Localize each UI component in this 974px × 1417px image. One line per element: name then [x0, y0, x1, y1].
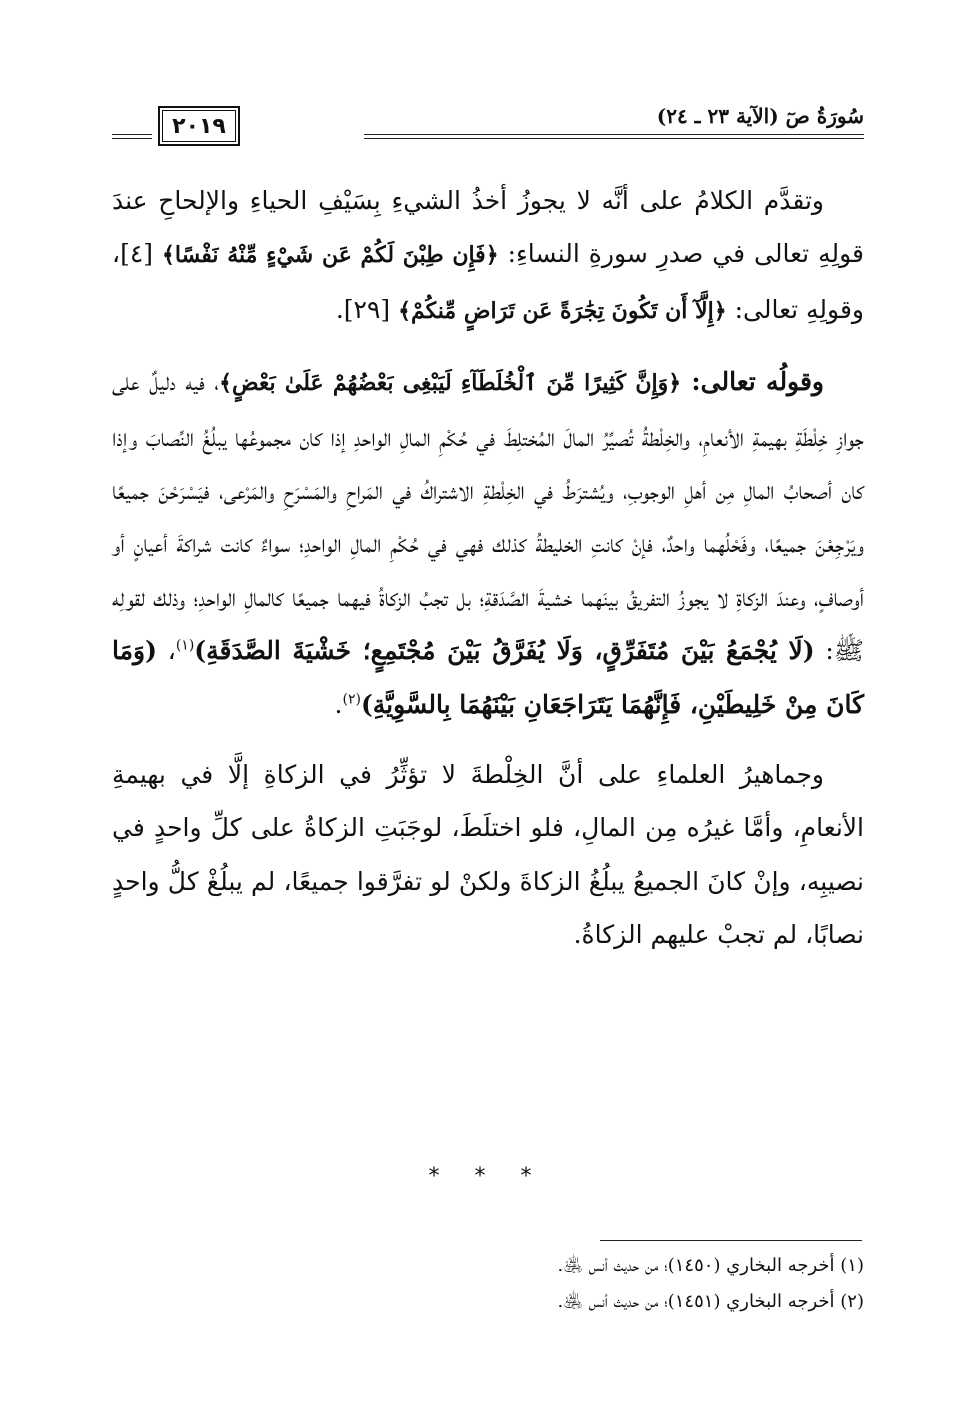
page-number-frame	[158, 106, 240, 146]
footnote-ref: (١)	[175, 637, 195, 654]
section-separator: * * *	[428, 1164, 546, 1189]
quran-verse: ﴿وَإِنَّ كَثِيرًا مِّنَ ٱلْخُلَطَآءِ لَيَبْغِى بَعْضُهُمْ عَلَىٰ بَعْضٍ﴾	[219, 370, 682, 397]
paragraph-1	[112, 174, 864, 338]
hadith-text: (لَا يُجْمَعُ بَيْنَ مُتَفَرِّقٍ، وَلَا يُفَرَّقُ بَيْنَ مُجْتَمِعٍ؛ خَشْيَةَ الصَّدَقَةِ)	[194, 636, 815, 666]
text-run: وجماهيرُ العلماءِ على أنَّ الخِلْطةَ لا تؤثِّرُ في الزكاةِ إلَّا في بهيمةِ الأنعامِ، وأمَّا غيرُه مِن المالِ، فلو اختلَطَ، لوجَبَتِ الزكاةُ على كلِّ واحدٍ في نصيبِه، وإنْ كانَ الجميعُ يبلُغُ الزكاةَ ولكنْ لو تفرَّقوا جميعًا، لم يبلُغْ كلُّ واحدٍ نصابًا، لم تجبْ عليهم الزكاةُ.	[112, 760, 864, 950]
footnotes	[112, 1248, 864, 1320]
text-run: [٤]، وقولِهِ تعالى:	[112, 239, 864, 324]
hadith-text: وقولُه تعالى:	[681, 367, 825, 397]
page-number: ٢٠١٩	[162, 110, 236, 142]
footnote-rule	[600, 1240, 862, 1241]
footnote-ref: (٢)	[342, 691, 361, 708]
paragraph-3	[112, 748, 864, 962]
text-run: وتقدَّم الكلامُ على أنَّه لا يجوزُ أخذُ الشيءِ بِسَيْفِ الحياءِ والإلحاحِ عندَ قولِهِ تعالى في صدرِ سورةِ النساءِ:	[112, 186, 865, 269]
quran-verse: ﴿إِلَّآ أَن تَكُونَ تِجَٰرَةً عَن تَرَاضٍ مِّنكُمْ﴾	[398, 297, 727, 324]
text-run: ، فيه دليلٌ على جوازِ خِلْطَةِ بهيمةِ الأنعامِ، والخِلْطةُ تُصيِّرُ المالَ المُختلِطَ في حُكْمِ المالِ الواحدِ إذا كان مجموعُها يبلُغُ النِّصابَ وإذا كان أصحابُ المالِ مِن أهلِ الوجوبِ، ويُشترَطُ في الخِلْطةِ الاشتراكُ في المَراحِ والمَسْرَحِ والمَرْعى، فيَسْرَحْنَ جميعًا ويَرْجِعْنَ جميعًا، وفَحْلُهما واحدٌ، فإنْ كانتِ الخليطةُ كذلك فهي في حُكْمِ المالِ الواحدِ؛ سواءٌ كانت شراكةَ أعيانٍ أو أوصافٍ، وعندَ الزكاةِ لا يجوزُ التفريقُ بينَهما خشيةَ الصَّدَقةِ؛ بل تجبُ الزكاةُ فيهما جميعًا كالمالِ الواحدِ؛ وذلك لقولِه ﷺ:	[112, 367, 864, 666]
quran-verse: ﴿فَإِن طِبْنَ لَكُمْ عَن شَيْءٍ مِّنْهُ نَفْسًا﴾	[162, 242, 499, 269]
header-rule-left	[112, 134, 152, 139]
footnote-1: (١) أخرجه البخاري (١٤٥٠)؛ من حديث أنس ﵁.	[557, 1255, 864, 1276]
paragraph-2	[112, 355, 864, 731]
text-run: ،	[156, 636, 176, 666]
footnote-2: (٢) أخرجه البخاري (١٤٥١)؛ من حديث أنس ﵁.	[557, 1291, 864, 1312]
text-run: .	[334, 689, 343, 719]
surah-title: سُورَةُ صٓ (الآية ٢٣ ـ ٢٤)	[656, 104, 864, 128]
text-run: [٢٩].	[335, 294, 399, 324]
page-header	[112, 98, 864, 158]
hadith-text: (وَمَا كَانَ مِنْ خَلِيطَيْنِ، فَإِنَّهُمَا يَتَرَاجَعَانِ بَيْنَهُمَا بِالسَّوِيَّةِ)	[112, 636, 864, 719]
header-rule-right	[364, 134, 864, 139]
body-text	[112, 174, 864, 962]
